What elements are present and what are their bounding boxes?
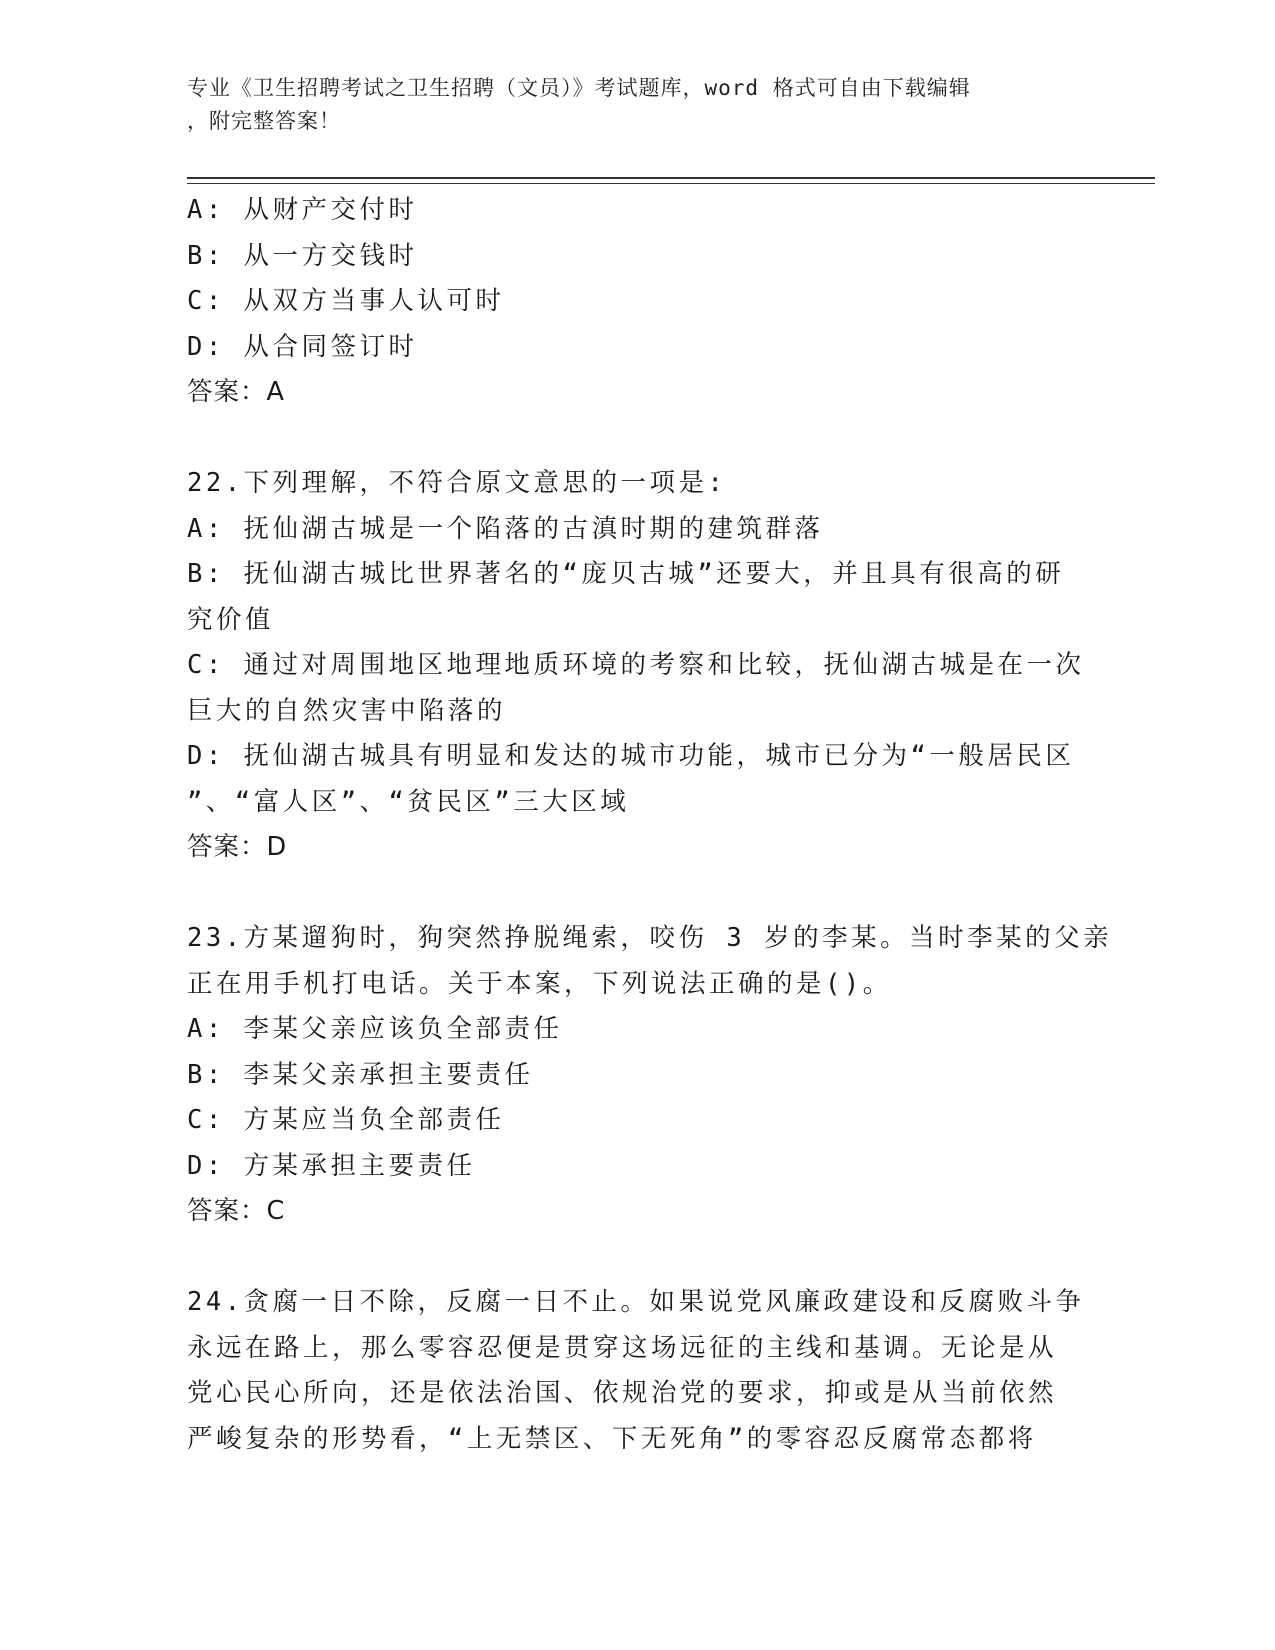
option-a: A: 抚仙湖古城是一个陷落的古滇时期的建筑群落 [187, 513, 824, 544]
question-22 [187, 461, 1087, 871]
option-a: A: 李某父亲应该负全部责任 [187, 1014, 563, 1044]
option-c: C: 方某应当负全部责任 [187, 1105, 505, 1135]
option-c-continued: 巨大的自然灾害中陷落的 [187, 695, 507, 726]
option-b: B: 李某父亲承担主要责任 [187, 1059, 534, 1090]
answer-line: 答案：D [187, 832, 288, 862]
option-c: C: 从双方当事人认可时 [187, 286, 505, 316]
answer-line: 答案：A [187, 377, 285, 407]
question-stem: 24.贪腐一日不除，反腐一日不止。如果说党风廉政建设和反腐败斗争 [187, 1287, 1085, 1317]
question-23 [187, 916, 1113, 1235]
question-stem-continued: 永远在路上，那么零容忍便是贯穿这场远征的主线和基调。无论是从 [187, 1332, 1058, 1363]
question-stem-continued: 严峻复杂的形势看，“上无禁区、下无死角”的零容忍反腐常态都将 [187, 1423, 1037, 1454]
question-stem: 22.下列理解，不符合原文意思的一项是: [187, 468, 727, 498]
question-list [187, 188, 1113, 1462]
option-b: B: 抚仙湖古城比世界著名的“庞贝古城”还要大，并且具有很高的研 [187, 559, 1065, 589]
question-stem-continued: 党心民心所向，还是依法治国、依规治党的要求，抑或是从当前依然 [187, 1378, 1058, 1408]
header-divider-thick [187, 177, 1155, 179]
question-24 [187, 1280, 1087, 1462]
document-header [187, 72, 1067, 138]
header-divider-thin [187, 183, 1155, 184]
option-d-continued: ”、“富人区”、“贫民区”三大区域 [187, 786, 630, 817]
option-b: B: 从一方交钱时 [187, 240, 418, 271]
option-d: D: 从合同签订时 [187, 331, 418, 362]
question-stem-continued: 正在用手机打电话。关于本案，下列说法正确的是()。 [187, 968, 892, 999]
header-line-2: ，附完整答案！ [187, 109, 341, 133]
option-d: D: 抚仙湖古城具有明显和发达的城市功能，城市已分为“一般居民区 [187, 741, 1075, 771]
question-stem: 23.方某遛狗时，狗突然挣脱绳索，咬伤 3 岁的李某。当时李某的父亲 [187, 923, 1113, 953]
option-d: D: 方某承担主要责任 [187, 1150, 476, 1181]
header-line-1: 专业《卫生招聘考试之卫生招聘（文员）》考试题库，word 格式可自由下载编辑 [187, 76, 971, 100]
question-21 [187, 188, 1087, 416]
spacer [187, 1235, 1087, 1281]
spacer [187, 416, 1087, 462]
option-c: C: 通过对周围地区地理地质环境的考察和比较，抚仙湖古城是在一次 [187, 650, 1085, 680]
option-b-continued: 究价值 [187, 604, 275, 635]
option-a: A: 从财产交付时 [187, 195, 418, 225]
spacer [187, 871, 1087, 917]
answer-line: 答案：C [187, 1196, 286, 1226]
